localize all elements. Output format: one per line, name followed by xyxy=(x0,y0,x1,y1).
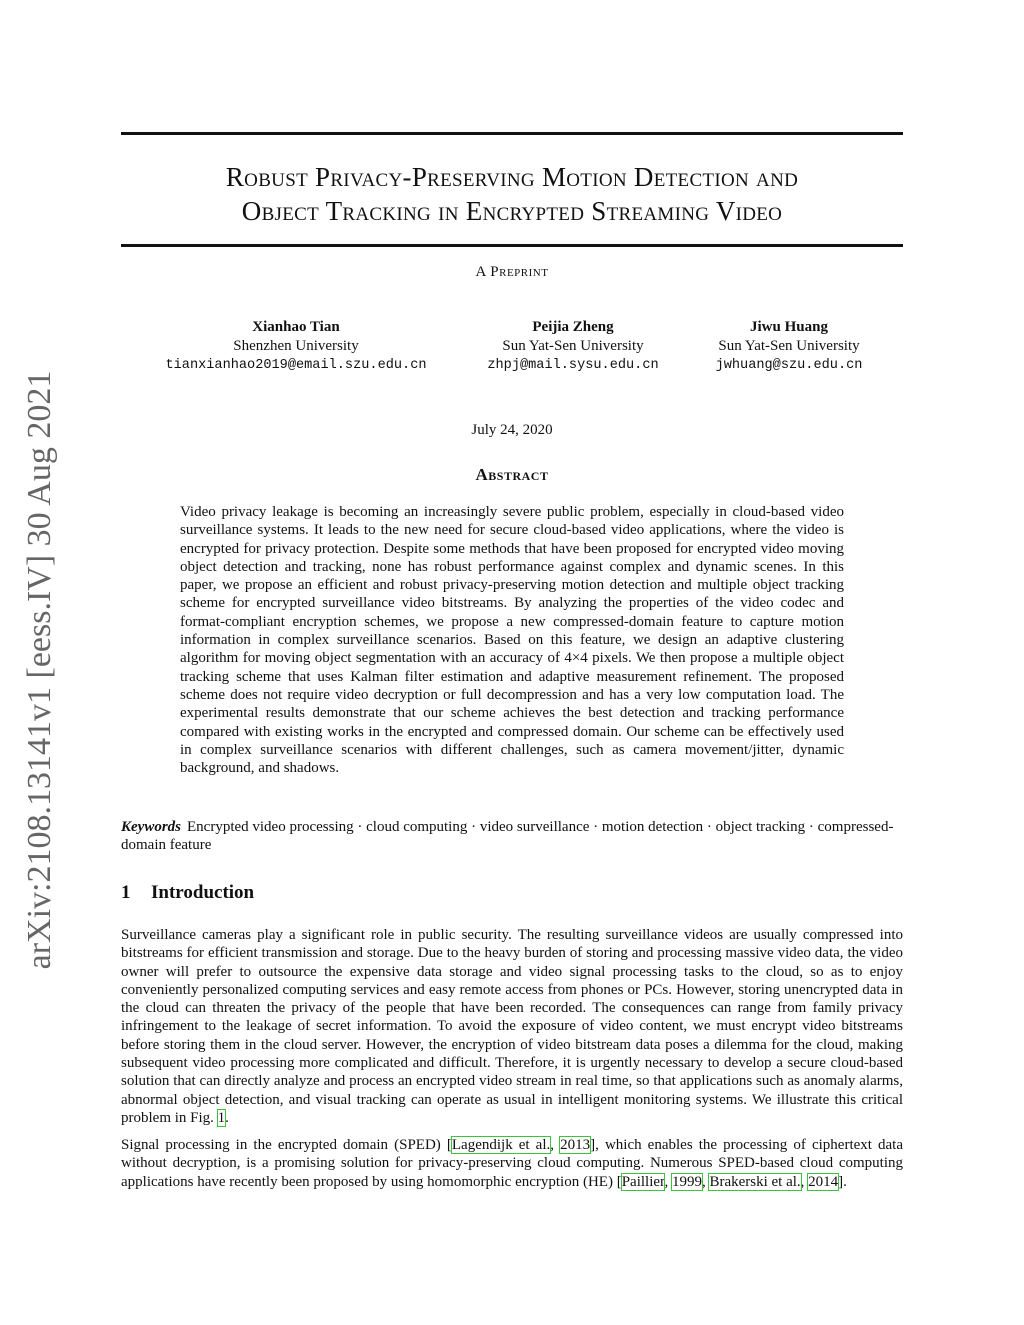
citation-link[interactable]: Paillier xyxy=(621,1173,665,1190)
section-number: 1 xyxy=(121,882,131,903)
author-email[interactable]: tianxianhao2019@email.szu.edu.cn xyxy=(165,358,427,373)
title-bottom-rule xyxy=(121,244,903,247)
author-email[interactable]: zhpj@mail.sysu.edu.cn xyxy=(487,358,659,373)
citation-link[interactable]: 2014 xyxy=(808,1173,839,1190)
author-name: Jiwu Huang xyxy=(750,319,828,335)
section-title: Introduction xyxy=(151,882,255,903)
keywords xyxy=(121,818,903,855)
intro-p2-text: , xyxy=(664,1173,672,1190)
author-block-2 xyxy=(470,318,676,375)
author-name: Xianhao Tian xyxy=(252,319,340,335)
intro-p2-text: ]. xyxy=(838,1173,847,1190)
intro-p1-text: Surveillance cameras play a significant role in public security. The resulting surveillance videos are usually compressed into bitstreams for efficient transmission and storage. Due to the heavy burden of storing and processing massive video data, the video owner will prefer to outsource the expensive data storage and video signal processing tasks to the cloud, so as to enjoy conveniently personalized computing services and easy remote access from phones or PCs. However, storing unencrypted data in the cloud can threaten the privacy of the people that have been recorded. The consequences can range from family privacy infringement to the leakage of secret information. To avoid the exposure of video content, we must encrypt video bitstreams before storing them in the cloud server. However, the encryption of video bitstream data poses a dilemma for the cloud, making subsequent video processing more complicated and difficult. Therefore, it is urgently necessary to develop a secure cloud-based solution that can directly analyze and process an encrypted video stream in real time, so that applications such as anomaly alarms, abnormal object detection, and visual tracking can operate as usual in intelligent monitoring systems. We illustrate this critical problem in Fig. xyxy=(121,927,903,1126)
intro-paragraph-2 xyxy=(121,1136,903,1191)
abstract-heading: Abstract xyxy=(475,465,549,484)
author-block-3 xyxy=(700,318,878,375)
title-line-2: Object Tracking in Encrypted Streaming Video xyxy=(241,196,783,226)
author-block-1 xyxy=(150,318,442,375)
keywords-label: Keywords xyxy=(121,819,181,835)
intro-p2-text: Signal processing in the encrypted domain (SPED) [ xyxy=(121,1137,452,1153)
paper-title xyxy=(121,160,903,228)
author-name: Peijia Zheng xyxy=(532,319,614,335)
intro-p2-text: , xyxy=(550,1137,561,1153)
intro-paragraph-1 xyxy=(121,926,903,1127)
arxiv-identifier: arXiv:2108.13141v1 [eess.IV] 30 Aug 2021 xyxy=(21,370,58,970)
title-line-1: Robust Privacy-Preserving Motion Detection and xyxy=(225,162,799,192)
section-heading-introduction xyxy=(121,882,254,904)
citation-link[interactable]: 2013 xyxy=(560,1137,591,1153)
citation-link[interactable]: 1999 xyxy=(671,1173,702,1190)
intro-p1-end: . xyxy=(225,1109,229,1126)
keywords-text: Encrypted video processing · cloud computing · video surveillance · motion detection · object tracking · compressed-domain feature xyxy=(121,819,894,854)
intro-p2-text: ], which enables the processing of ciphertext data without decryption, is a promising solution for privacy-preserving cloud computing. Numerous SPED-based cloud computing applications have recently been proposed by using homomorphic encryption (HE) [ xyxy=(121,1137,904,1190)
intro-p2-text: , xyxy=(800,1173,809,1190)
citation-link[interactable]: Lagendijk et al. xyxy=(451,1137,551,1153)
author-email[interactable]: jwhuang@szu.edu.cn xyxy=(715,358,863,373)
abstract-text: Video privacy leakage is becoming an increasingly severe public problem, especially in cloud-based video surveillance systems. It leads to the new need for secure cloud-based video applications, where the video is encrypted for privacy protection. Despite some methods that have been proposed for encrypted video moving object detection and tracking, none has robust performance against complex and dynamic scenes. In this paper, we propose an efficient and robust privacy-preserving motion detection and multiple object tracking scheme for encrypted surveillance video bitstreams. By analyzing the properties of the video codec and format-compliant encryption schemes, we propose a new compressed-domain feature to capture motion information in complex surveillance scenarios. Based on this feature, we design an adaptive clustering algorithm for moving object segmentation with an accuracy of 4×4 pixels. We then propose a multiple object tracking scheme that uses Kalman filter estimation and adaptive measurement refinement. The proposed scheme does not require video decryption or full decompression and has a very low computation load. The experimental results demonstrate that our scheme achieves the best detection and tracking performance compared with existing works in the encrypted and compressed domain. Our scheme can be effectively used in complex surveillance scenarios with different challenges, such as camera movement/jitter, dynamic background, and shadows. xyxy=(180,504,844,777)
title-top-rule xyxy=(121,132,903,135)
paper-date: July 24, 2020 xyxy=(471,422,553,438)
author-affiliation: Sun Yat-Sen University xyxy=(502,338,644,354)
citation-link[interactable]: Brakerski et al. xyxy=(709,1173,801,1190)
arxiv-sidebar xyxy=(20,370,60,970)
author-affiliation: Shenzhen University xyxy=(233,338,359,354)
figure-reference-link[interactable]: 1 xyxy=(217,1109,226,1126)
preprint-label: A Preprint xyxy=(475,264,549,280)
intro-p2-text: , xyxy=(701,1173,710,1190)
author-affiliation: Sun Yat-Sen University xyxy=(718,338,860,354)
